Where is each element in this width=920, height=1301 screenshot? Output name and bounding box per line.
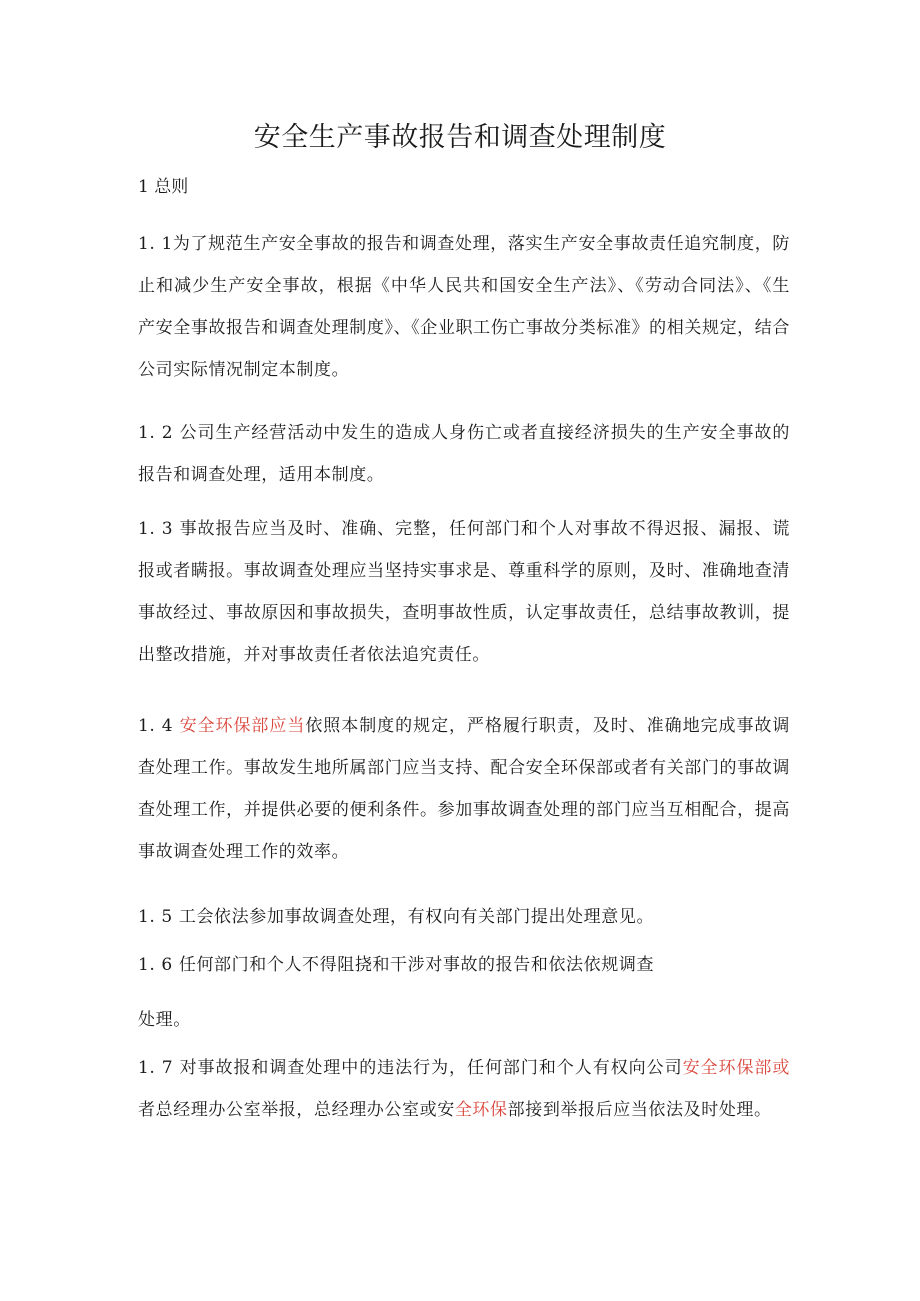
paragraph-1-4-prefix: 1. 4 [138,716,180,736]
paragraph-1-6-continuation: 处理。 [138,1010,191,1030]
paragraph-1-1: 1. 1为了规范生产安全事故的报告和调查处理，落实生产安全事故责任追究制度，防止和减少生产安全事故，根据《中华人民共和国安全生产法》、《劳动合同法》、《生产安全事故报告和调查处理制度》、《企业职工伤亡事故分类标准》的相关规定，结合公司实际情况制定本制度。 [138,234,790,380]
document-title: 安全生产事故报告和调查处理制度 [253,122,667,153]
highlight-safety-dept: 安全环保部应当 [179,716,306,736]
paragraph-1-3: 1. 3 事故报告应当及时、准确、完整，任何部门和个人对事故不得迟报、漏报、谎报或者瞒报。事故调查处理应当坚持实事求是、尊重科学的原则，及时、准确地查清事故经过、事故原因和事故损失，查明事故性质，认定事故责任，总结事故教训，提出整改措施，并对事故责任者依法追究责任。 [138,519,790,665]
paragraph-1-7-part-a: 1. 7 对事故报和调查处理中的违法行为，任何部门和个人有权向公司 [138,1058,683,1078]
paragraph-1-5: 1. 5 工会依法参加事故调查处理，有权向有关部门提出处理意见。 [138,907,655,927]
section-heading: 1 总则 [138,177,189,197]
highlight-safety-dept-3: 全环保 [454,1100,508,1120]
paragraph-1-4 [138,705,790,873]
paragraph-1-7 [138,1047,790,1131]
paragraph-1-4-body: 依照本制度的规定，严格履行职责，及时、准确地完成事故调查处理工作。事故发生地所属部门应当支持、配合安全环保部或者有关部门的事故调查处理工作，并提供必要的便利条件。参加事故调查处理的部门应当互相配合，提高事故调查处理工作的效率。 [138,716,790,862]
paragraph-1-7-part-b: 者总经理办公室举报，总经理办公室或安 [138,1100,455,1120]
paragraph-1-2: 1. 2 公司生产经营活动中发生的造成人身伤亡或者直接经济损失的生产安全事故的报告和调查处理，适用本制度。 [138,423,790,485]
paragraph-1-7-part-c: 部接到举报后应当依法及时处理。 [507,1100,772,1120]
highlight-safety-dept-2: 安全环保部或 [682,1058,790,1078]
paragraph-1-6: 1. 6 任何部门和个人不得阻挠和干涉对事故的报告和依法依规调查 [138,955,655,975]
